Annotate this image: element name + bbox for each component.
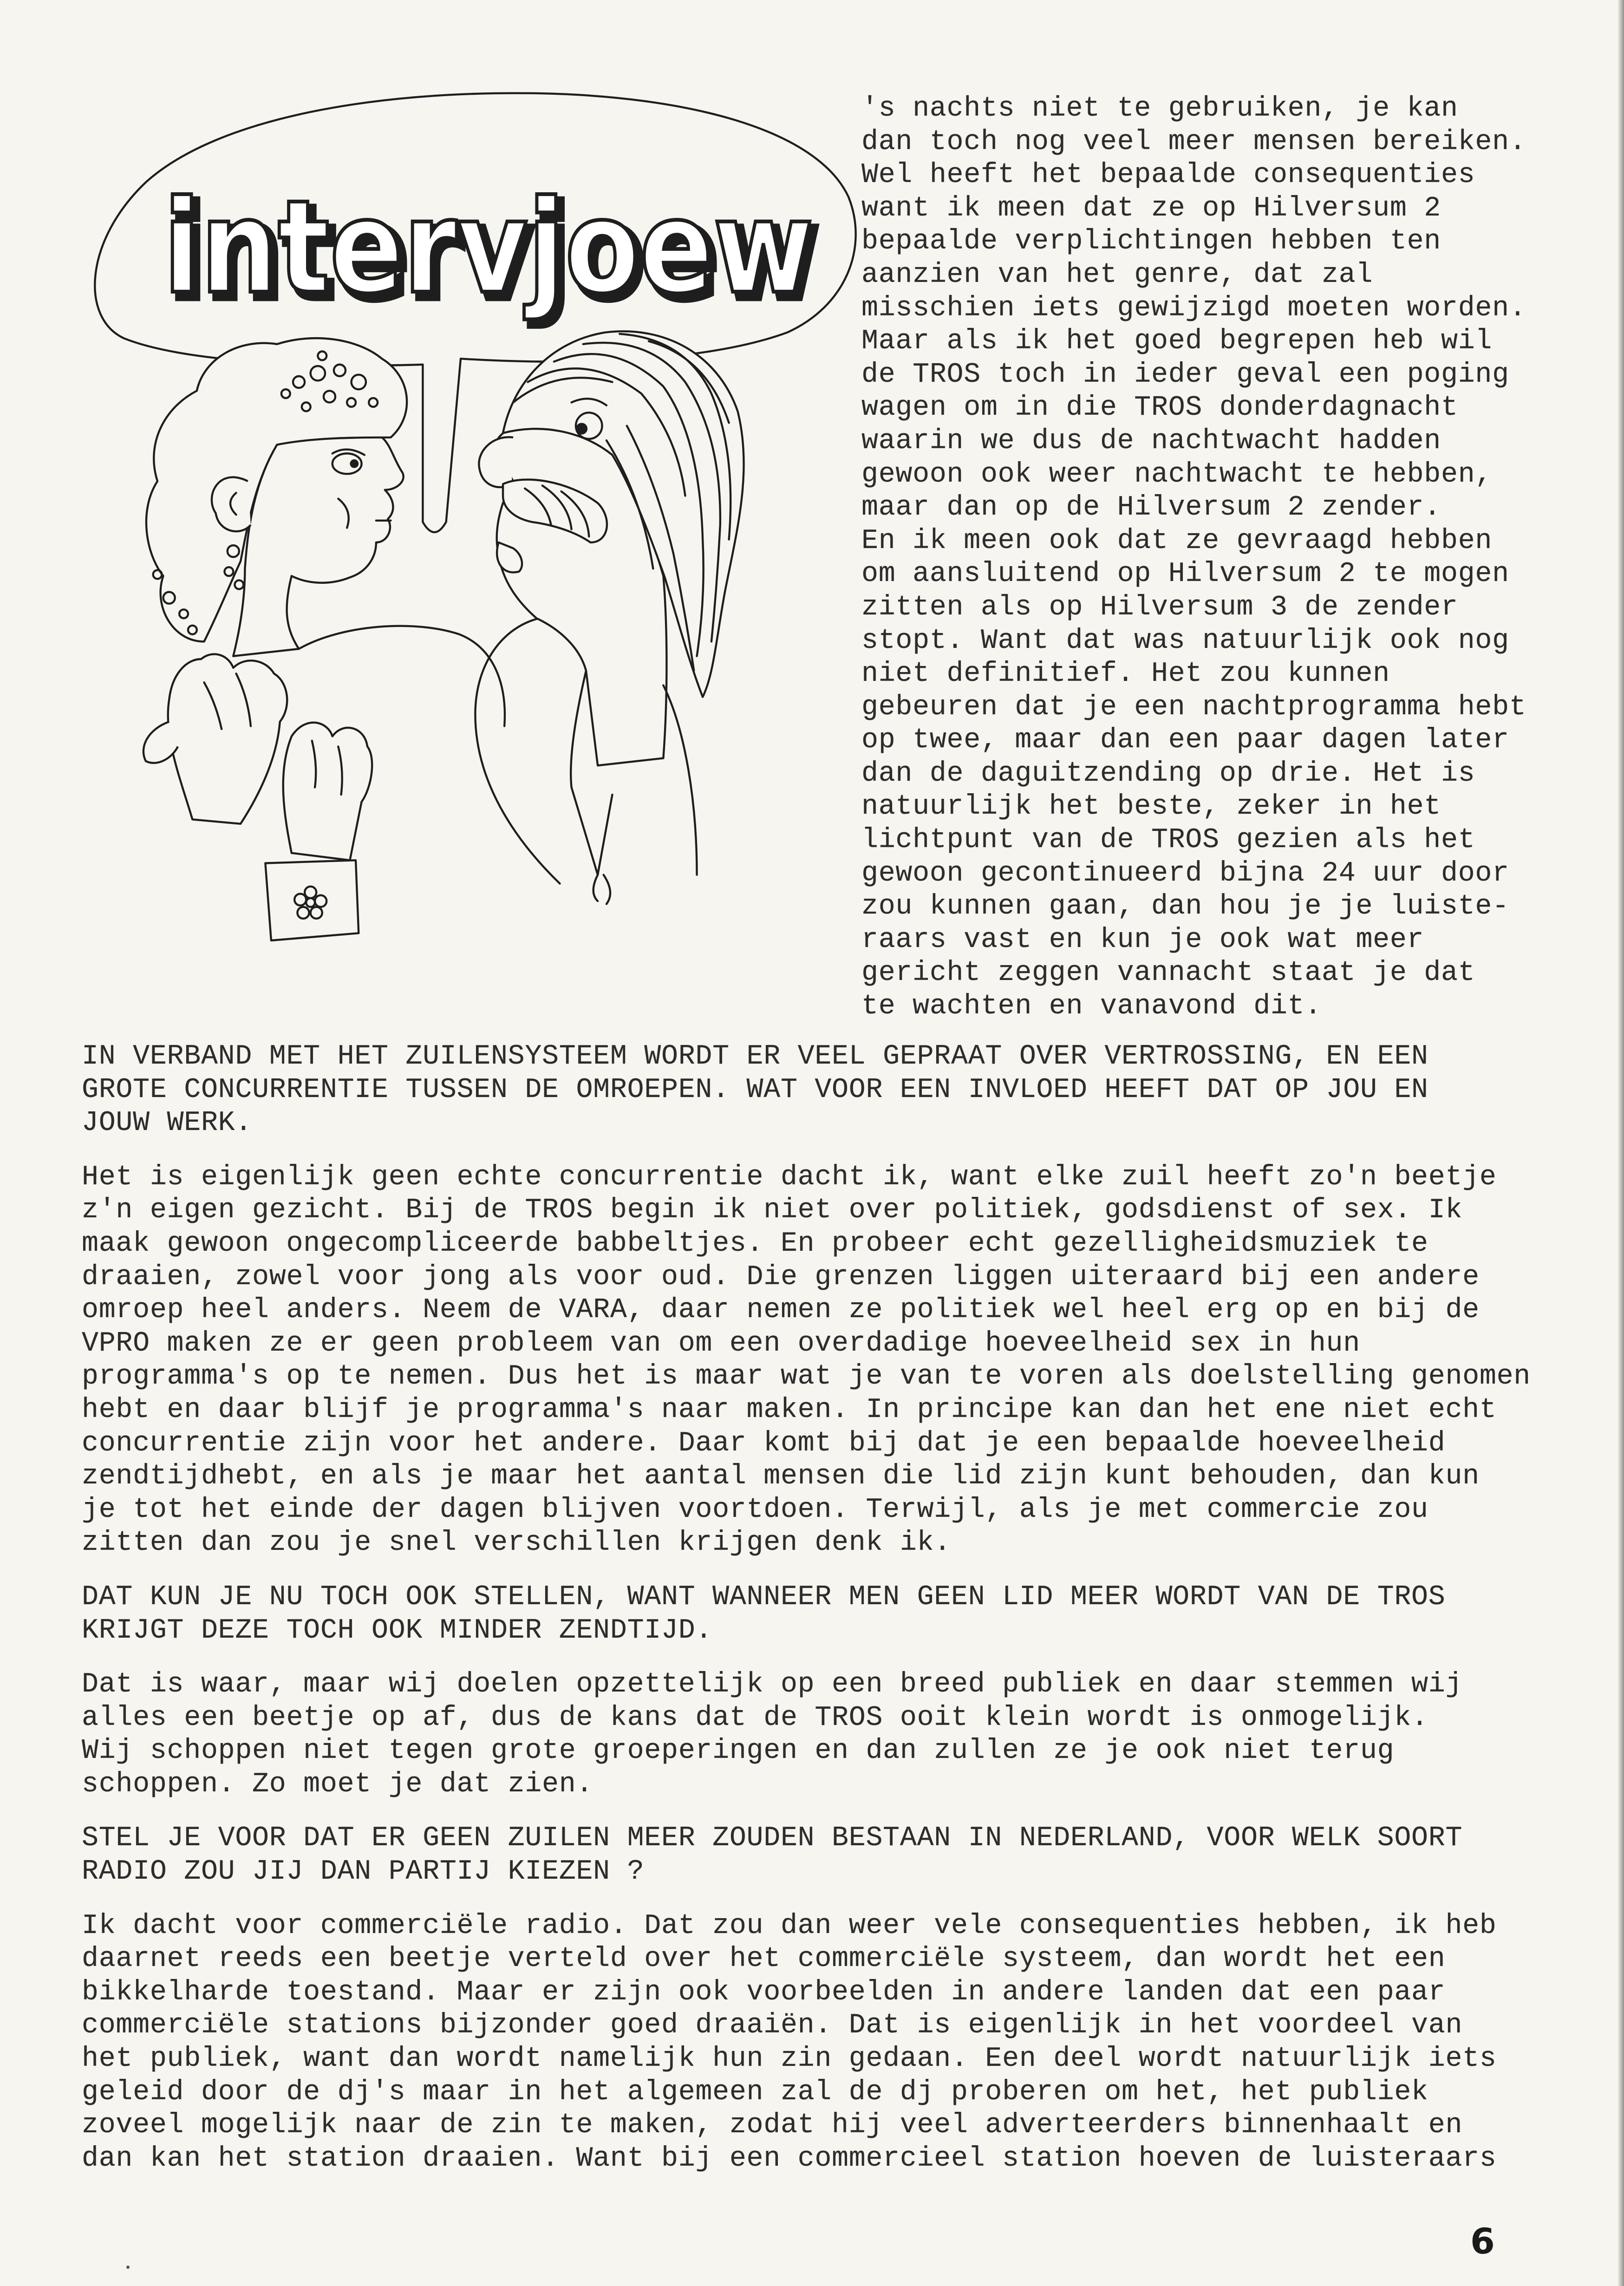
text-line: bikkelharde toestand. Maar er zijn ook voorbeelden in andere landen dat een paar — [82, 1976, 1446, 2008]
right-nose — [479, 437, 513, 487]
article-title: intervjoew — [163, 173, 814, 322]
text-line: het publiek, want dan wordt namelijk hun zin gedaan. Een deel wordt natuurlijk iets — [82, 2043, 1497, 2075]
text-line: STEL JE VOOR DAT ER GEEN ZUILEN MEER ZOUDEN BESTAAN IN NEDERLAND, VOOR WELK SOORT — [82, 1822, 1463, 1855]
text-line: je tot het einde der dagen blijven voortdoen. Terwijl, als je met commercie zou — [82, 1494, 1428, 1526]
column-text-line: wagen om in die TROS donderdagnacht — [861, 392, 1458, 424]
interview-answer — [82, 1910, 1568, 2176]
column-text-line: zou kunnen gaan, dan hou je je luiste- — [861, 891, 1509, 923]
column-text-line: gericht zeggen vannacht staat je dat — [861, 957, 1475, 989]
right-hand — [283, 723, 372, 861]
column-text-line: gebeuren dat je een nachtprogramma hebt — [861, 691, 1526, 723]
page-number: 6 — [1470, 2221, 1495, 2262]
column-text-line: misschien iets gewijzigd moeten worden. — [861, 292, 1526, 324]
text-line: z'n eigen gezicht. Bij de TROS begin ik niet over politiek, godsdienst of sex. Ik — [82, 1195, 1463, 1227]
column-text-line: waarin we dus de nachtwacht hadden — [861, 425, 1441, 457]
text-line: Dat is waar, maar wij doelen opzettelijk op een breed publiek en daar stemmen wij — [82, 1669, 1463, 1701]
column-text-line: lichtpunt van de TROS gezien als het — [861, 824, 1475, 856]
column-text-line: gewoon ook weer nachtwacht te hebben, — [861, 458, 1493, 490]
column-text-line: dan toch nog veel meer mensen bereiken. — [861, 126, 1526, 158]
left-pupil — [350, 459, 359, 468]
column-text-line: te wachten en vanavond dit. — [861, 991, 1322, 1023]
column-text-line: zitten als op Hilversum 3 de zender — [861, 591, 1458, 623]
curl — [153, 570, 162, 579]
column-text-line: natuurlijk het beste, zeker in het — [861, 791, 1441, 823]
column-text-line: de TROS toch in ieder geval een poging — [861, 359, 1509, 391]
title-shadow: intervjoew — [169, 179, 820, 328]
text-line: GROTE CONCURRENTIE TUSSEN DE OMROEPEN. WAT VOOR EEN INVLOED HEEFT DAT OP JOU EN — [82, 1074, 1428, 1106]
column-text-line: 's nachts niet te gebruiken, je kan — [861, 93, 1458, 124]
text-line: hebt en daar blijf je programma's naar maken. In principe kan dan het ene niet echt — [82, 1394, 1497, 1426]
text-line: dan kan het station draaien. Want bij een commercieel station hoeven de luisteraars — [82, 2142, 1497, 2175]
column-text-line: En ik meen ook dat ze gevraagd hebben — [861, 525, 1493, 557]
right-chest — [475, 618, 560, 883]
column-text-line: maar dan op de Hilversum 2 zender. — [861, 492, 1441, 524]
text-line: concurrentie zijn voor het andere. Daar komt bij dat je een bepaalde hoeveelheid — [82, 1427, 1446, 1459]
scan-edge-shadow — [1617, 0, 1624, 2286]
interview-answer — [82, 1668, 1568, 1801]
sleeve-cuff — [265, 860, 359, 941]
column-text-line: niet definitief. Het zou kunnen — [861, 658, 1390, 690]
collar-string — [604, 875, 610, 904]
text-line: programma's op te nemen. Dus het is maar wat je van te voren als doelstelling genomen — [82, 1361, 1531, 1393]
right-column-text — [861, 92, 1586, 1024]
text-line: KRIJGT DEZE TOCH OOK MINDER ZENDTIJD. — [82, 1614, 713, 1646]
collar-string — [594, 875, 598, 901]
text-line: Het is eigenlijk geen echte concurrentie dacht ik, want elke zuil heeft zo'n beetje — [82, 1161, 1497, 1193]
title-lettering — [163, 173, 820, 328]
text-line: JOUW WERK. — [82, 1107, 253, 1139]
text-line: alles een beetje op af, dus de kans dat de TROS ooit klein wordt is onmogelijk. — [82, 1702, 1428, 1734]
column-text-line: gewoon gecontinueerd bijna 24 uur door — [861, 857, 1509, 889]
interview-illustration — [0, 0, 859, 1035]
interview-answer — [82, 1161, 1568, 1560]
interview-body — [82, 1040, 1568, 2175]
interview-question — [82, 1822, 1568, 1888]
text-line: Wij schoppen niet tegen grote groeperingen en dan zullen ze je ook niet terug — [82, 1735, 1395, 1767]
text-line: Ik dacht voor commerciële radio. Dat zou dan weer vele consequenties hebben, ik heb — [82, 1910, 1497, 1942]
interview-question — [82, 1040, 1568, 1140]
text-line: zendtijdhebt, en als je maar het aantal mensen die lid zijn kunt behouden, dan kun — [82, 1461, 1480, 1493]
column-text-line: want ik meen dat ze op Hilversum 2 — [861, 192, 1441, 224]
earring-bead — [235, 580, 243, 589]
text-line: VPRO maken ze er geen probleem van om een overdadige hoeveelheid sex in hun — [82, 1327, 1360, 1359]
text-line: RADIO ZOU JIJ DAN PARTIJ KIEZEN ? — [82, 1856, 645, 1888]
text-line: maak gewoon ongecompliceerde babbeltjes. En probeer echt gezelligheidsmuziek te — [82, 1228, 1428, 1260]
column-text-line: dan de daguitzending op drie. Het is — [861, 758, 1475, 790]
interview-question — [82, 1581, 1568, 1647]
column-text-line: bepaalde verplichtingen hebben ten — [861, 226, 1441, 258]
column-text-line: Wel heeft het bepaalde consequenties — [861, 159, 1475, 191]
left-shoulder — [299, 626, 505, 726]
text-line: draaien, zowel voor jong als voor oud. Die grenzen liggen uiteraard bij een andere — [82, 1261, 1480, 1293]
text-line: zitten dan zou je snel verschillen krijgen denk ik. — [82, 1527, 951, 1559]
text-line: omroep heel anders. Neem de VARA, daar nemen ze politiek wel heel erg op en bij de — [82, 1294, 1480, 1326]
text-line: zoveel mogelijk naar de zin te maken, zodat hij veel adverteerders binnenhaalt en — [82, 2110, 1463, 2142]
text-line: IN VERBAND MET HET ZUILENSYSTEEM WORDT ER VEEL GEPRAAT OVER VERTROSSING, EN EEN — [82, 1041, 1428, 1072]
column-text-line: raars vast en kun je ook wat meer — [861, 924, 1424, 956]
text-line: schoppen. Zo moet je dat zien. — [82, 1768, 594, 1800]
text-line: commerciële stations bijzonder goed draaiën. Dat is eigenlijk in het voordeel van — [82, 2010, 1463, 2042]
stray-ink-mark — [126, 2266, 130, 2269]
column-text-line: om aansluitend op Hilversum 2 te mogen — [861, 558, 1509, 590]
column-text-line: op twee, maar dan een paar dagen later — [861, 725, 1509, 757]
text-line: daarnet reeds een beetje verteld over het commerciële systeem, dan wordt het een — [82, 1943, 1446, 1975]
left-hand — [168, 654, 287, 823]
shirt-side — [663, 686, 697, 875]
column-text-line: Maar als ik het goed begrepen heb wil — [861, 326, 1493, 358]
text-line: DAT KUN JE NU TOCH OOK STELLEN, WANT WANNEER MEN GEEN LID MEER WORDT VAN DE TROS — [82, 1581, 1446, 1613]
column-text-line: stopt. Want dat was natuurlijk ook nog — [861, 625, 1509, 657]
text-line: geleid door de dj's maar in het algemeen zal de dj proberen om het, het publiek — [82, 2076, 1428, 2108]
column-text-line: aanzien van het genre, dat zal — [861, 259, 1373, 291]
right-pupil — [576, 423, 587, 434]
